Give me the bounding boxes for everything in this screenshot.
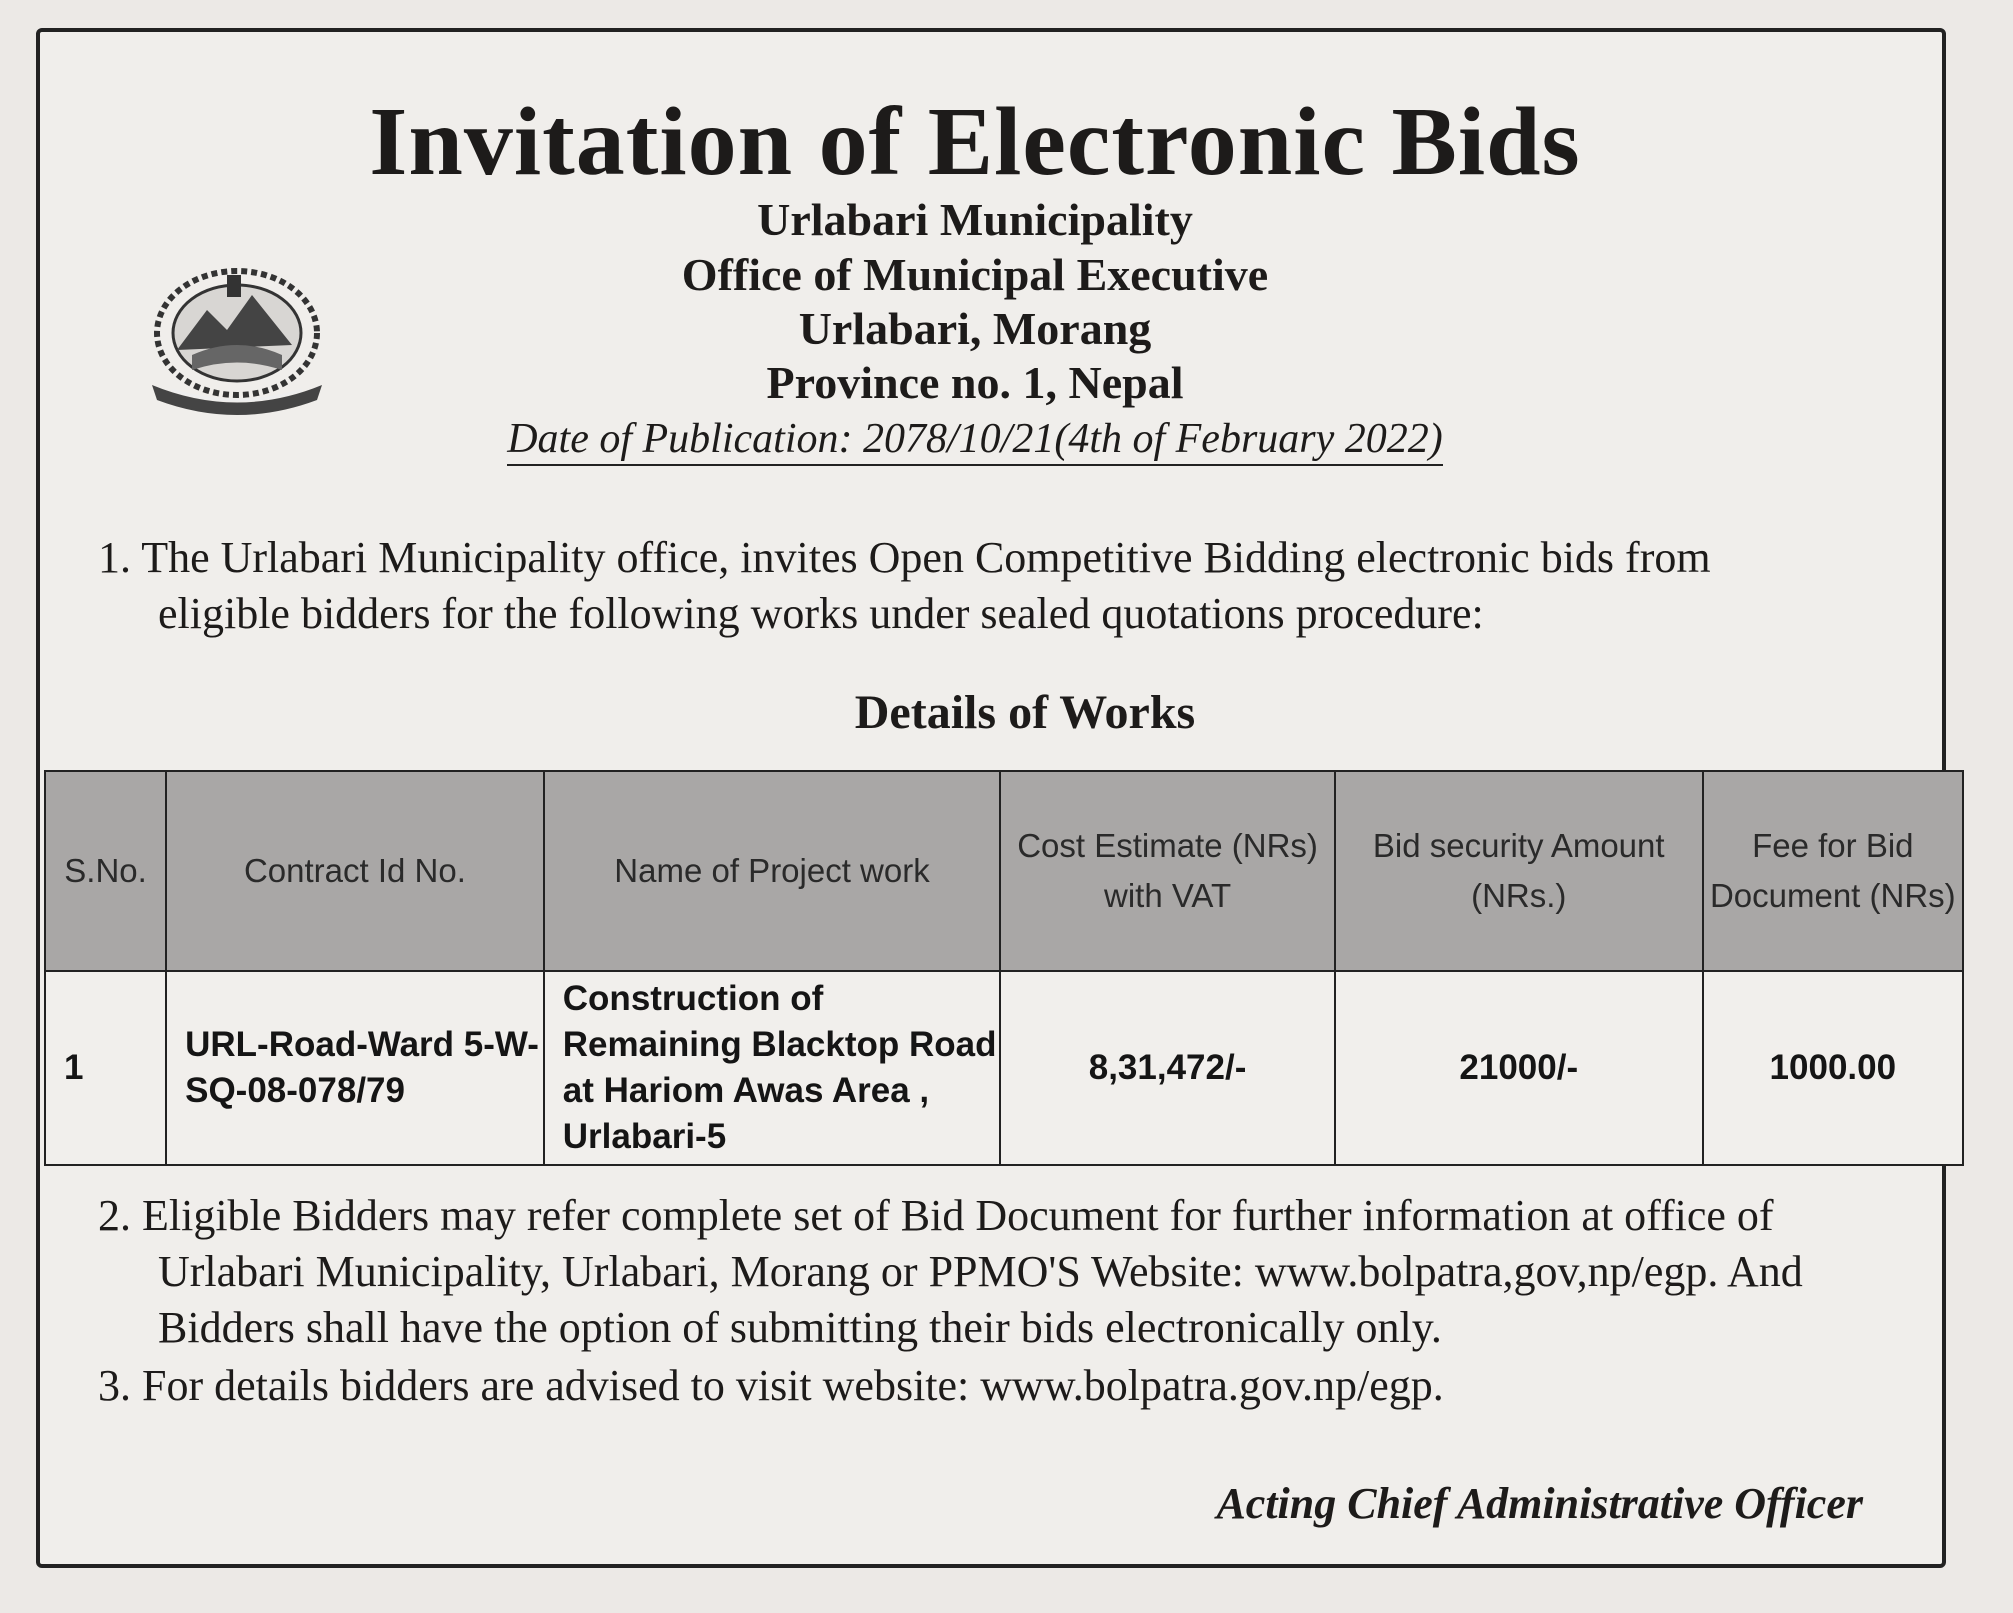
paragraph-2-line-2: Urlabari Municipality, Urlabari, Morang or PPMO'S Website: www.bolpatra,gov,np/egp. And bbox=[158, 1247, 1803, 1296]
office-line-municipality: Urlabari Municipality bbox=[757, 194, 1193, 245]
government-emblem-icon bbox=[132, 255, 342, 425]
column-header-project: Name of Project work bbox=[544, 771, 1000, 971]
cell-sno: 1 bbox=[45, 971, 166, 1165]
signature-title: Acting Chief Administrative Officer bbox=[1216, 1479, 1863, 1528]
paragraph-2-line-3: Bidders shall have the option of submitting their bids electronically only. bbox=[158, 1303, 1442, 1352]
paragraph-3-number: 3. bbox=[98, 1361, 131, 1410]
cell-cost: 8,31,472/- bbox=[1000, 971, 1335, 1165]
column-header-contract-id: Contract Id No. bbox=[166, 771, 544, 971]
paragraph-1-line-1: The Urlabari Municipality office, invites Open Competitive Bidding electronic bids from bbox=[141, 533, 1711, 582]
cell-fee: 1000.00 bbox=[1703, 971, 1963, 1165]
office-line-executive: Office of Municipal Executive bbox=[681, 249, 1269, 300]
office-line-province: Province no. 1, Nepal bbox=[766, 357, 1184, 408]
paragraph-1-number: 1. bbox=[98, 533, 131, 582]
paragraph-1-line-2: eligible bidders for the following works under sealed quotations procedure: bbox=[158, 589, 1484, 638]
paragraph-3-text: For details bidders are advised to visit website: www.bolpatra.gov.np/egp. bbox=[142, 1361, 1444, 1410]
column-header-fee: Fee for Bid Document (NRs) bbox=[1703, 771, 1963, 971]
paragraph-1 bbox=[98, 530, 1938, 642]
works-table bbox=[44, 770, 1964, 1166]
paragraph-2-number: 2. bbox=[98, 1191, 131, 1240]
cell-contract-id: URL-Road-Ward 5-W-SQ-08-078/79 bbox=[166, 971, 544, 1165]
publication-date-text: Date of Publication: 2078/10/21(4th of February 2022) bbox=[507, 416, 1443, 466]
table-row bbox=[45, 971, 1963, 1165]
column-header-cost: Cost Estimate (NRs) with VAT bbox=[1000, 771, 1335, 971]
details-heading: Details of Works bbox=[854, 686, 1196, 739]
column-header-bid-security: Bid security Amount (NRs.) bbox=[1335, 771, 1703, 971]
notice-title: Invitation of Electronic Bids bbox=[369, 88, 1581, 196]
paragraph-3 bbox=[98, 1358, 1948, 1414]
paragraph-2 bbox=[98, 1188, 1948, 1356]
paragraph-2-line-1: Eligible Bidders may refer complete set of Bid Document for further information at office of bbox=[142, 1191, 1774, 1240]
table-header-row bbox=[45, 771, 1963, 971]
cell-bid-security: 21000/- bbox=[1335, 971, 1703, 1165]
column-header-sno: S.No. bbox=[45, 771, 166, 971]
cell-project: Construction of Remaining Blacktop Road at Hariom Awas Area , Urlabari-5 bbox=[544, 971, 1000, 1165]
office-line-address: Urlabari, Morang bbox=[798, 303, 1152, 354]
